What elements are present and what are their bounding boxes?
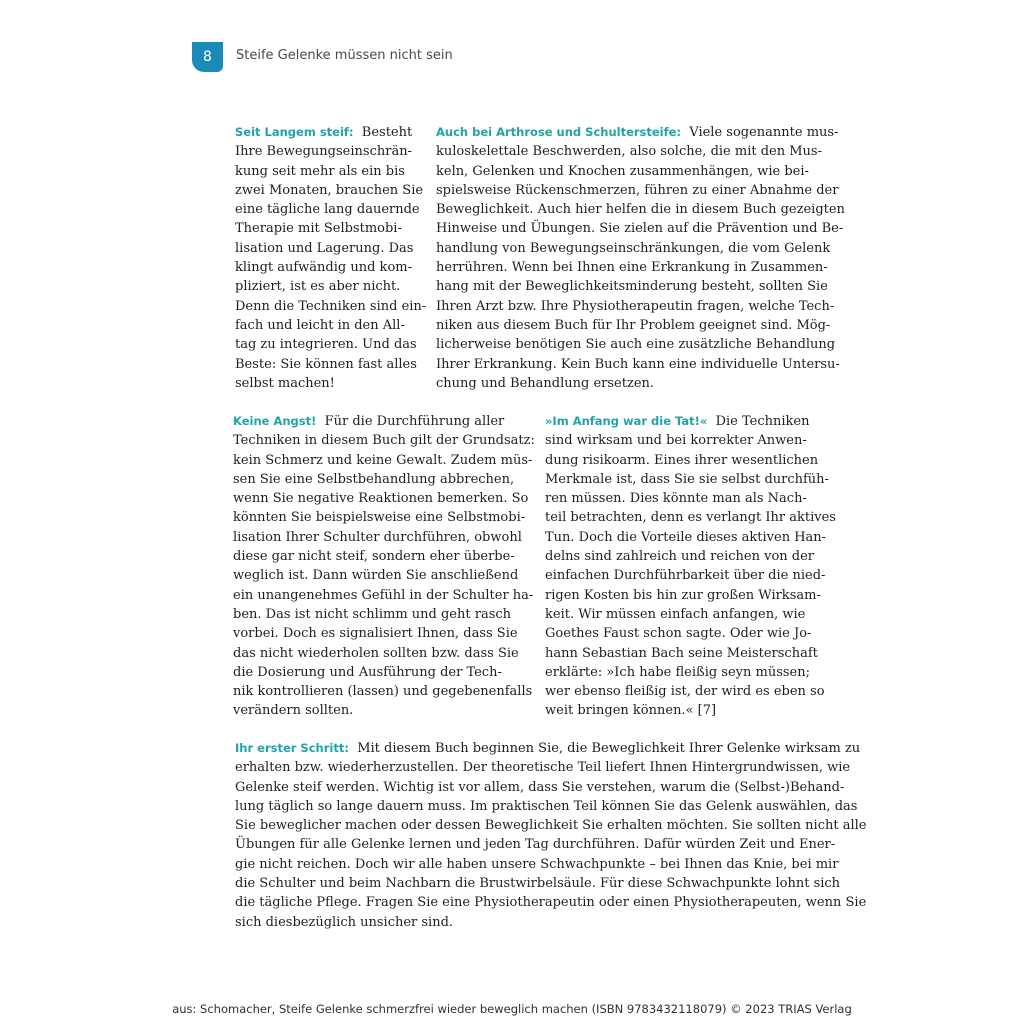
section-lead-heading: Seit Langem steif: — [235, 125, 354, 139]
text-line — [235, 739, 861, 758]
text-line: Ihrer Erkrankung. Kein Buch kann eine individuelle Untersu- — [436, 356, 840, 372]
text-line: klingt aufwändig und kom- — [235, 260, 412, 276]
text-line: niken aus diesem Buch für Ihr Problem geeignet sind. Mög- — [436, 317, 831, 333]
text-line: Gelenke steif werden. Wichtig ist vor allem, dass Sie verstehen, warum die (Selbst-)Behand- — [235, 779, 845, 795]
text-line: sich diesbezüglich unsicher sind. — [235, 914, 454, 930]
text-line: keln, Gelenken und Knochen zusammenhängen, wie bei- — [436, 163, 809, 179]
text-line: keit. Wir müssen einfach anfangen, wie — [545, 606, 806, 622]
text-line — [436, 123, 839, 142]
section-body-text: Besteht — [361, 125, 413, 140]
page-number-badge: 8 — [192, 42, 223, 72]
section-keine-angst — [233, 412, 535, 721]
text-line: Übungen für alle Gelenke lernen und jeden Tag durchführen. Dafür würden Zeit und Ener- — [235, 837, 836, 853]
section-body-text: Für die Durchführung aller — [324, 414, 505, 429]
section-lead-heading: Keine Angst! — [233, 414, 317, 428]
text-line: lisation Ihrer Schulter durchführen, obwohl — [233, 529, 522, 545]
text-line: nik kontrollieren (lassen) und gegebenenfalls — [233, 684, 533, 700]
text-line: weglich ist. Dann würden Sie anschließend — [233, 568, 519, 584]
text-line: chung und Behandlung ersetzen. — [436, 375, 655, 391]
section-ihr-erster-schritt — [235, 739, 867, 932]
section-im-anfang-war-die-tat — [545, 412, 836, 721]
text-line: kung seit mehr als ein bis — [235, 163, 405, 179]
text-line — [235, 123, 415, 142]
text-line: die Dosierung und Ausführung der Tech- — [233, 664, 502, 680]
text-line: diese gar nicht steif, sondern eher überbe- — [233, 549, 515, 565]
text-line: Ihre Bewegungseinschrän- — [235, 144, 412, 160]
text-line — [233, 412, 523, 431]
text-line — [545, 412, 815, 431]
text-line: teil betrachten, denn es verlangt Ihr aktives — [545, 510, 836, 526]
text-line: handlung von Bewegungseinschränkungen, die vom Gelenk — [436, 240, 831, 256]
text-line: lung täglich so lange dauern muss. Im praktischen Teil können Sie das Gelenk auswählen, das — [235, 798, 858, 814]
section-lead-heading: »Im Anfang war die Tat!« — [545, 414, 708, 428]
text-line: verändern sollten. — [233, 703, 354, 719]
text-line: rigen Kosten bis hin zur großen Wirksam- — [545, 587, 821, 603]
text-line: kuloskelettale Beschwerden, also solche, die mit den Mus- — [436, 144, 822, 160]
text-line: ein unangenehmes Gefühl in der Schulter ha- — [233, 587, 534, 603]
text-line: delns sind zahlreich und reichen von der — [545, 549, 815, 565]
section-arthrose-schultersteife — [436, 123, 845, 393]
footer-citation: aus: Schomacher, Steife Gelenke schmerzfrei wieder beweglich machen (ISBN 9783432118079) © 2023 TRIAS Verlag — [172, 1002, 852, 1016]
text-line: erhalten bzw. wiederherzustellen. Der theoretische Teil liefert Ihnen Hintergrundwissen, wie — [235, 760, 851, 776]
text-line: vorbei. Doch es signalisiert Ihnen, dass Sie — [233, 626, 518, 642]
section-body-text: Mit diesem Buch beginnen Sie, die Beweglichkeit Ihrer Gelenke wirksam zu — [357, 741, 861, 756]
text-line: gie nicht reichen. Doch wir alle haben unsere Schwachpunkte – bei Ihnen das Knie, bei mir — [235, 856, 839, 872]
text-line: Ihren Arzt bzw. Ihre Physiotherapeutin fragen, welche Tech- — [436, 298, 835, 314]
text-line: weit bringen können.« [7] — [545, 703, 717, 719]
text-line: zwei Monaten, brauchen Sie — [235, 182, 424, 198]
text-line: einfachen Durchführbarkeit über die nied- — [545, 568, 826, 584]
text-line: fach und leicht in den All- — [235, 317, 405, 333]
text-line: ben. Das ist nicht schlimm und geht rasch — [233, 606, 512, 622]
text-line: wer ebenso fleißig ist, der wird es eben so — [545, 684, 825, 700]
text-line: Merkmale ist, dass Sie sie selbst durchfüh- — [545, 471, 829, 487]
text-line: eine tägliche lang dauernde — [235, 202, 420, 218]
text-line: die Schulter und beim Nachbarn die Brustwirbelsäule. Für diese Schwachpunkte lohnt sich — [235, 876, 841, 892]
text-line: hann Sebastian Bach seine Meisterschaft — [545, 645, 818, 661]
section-body-text: Die Techniken — [715, 414, 810, 429]
text-line: lisation und Lagerung. Das — [235, 240, 414, 256]
text-line: das nicht wiederholen sollten bzw. dass Sie — [233, 645, 519, 661]
text-line: erklärte: »Ich habe fleißig seyn müssen; — [545, 664, 811, 680]
text-line: kein Schmerz und keine Gewalt. Zudem müs- — [233, 452, 533, 468]
text-line: Hinweise und Übungen. Sie zielen auf die Prävention und Be- — [436, 221, 844, 237]
text-line: sind wirksam und bei korrekter Anwen- — [545, 433, 807, 449]
text-line: tag zu integrieren. Und das — [235, 337, 417, 353]
text-line: spielsweise Rückenschmerzen, führen zu einer Abnahme der — [436, 182, 839, 198]
text-line: wenn Sie negative Reaktionen bemerken. So — [233, 491, 529, 507]
text-line: Sie beweglicher machen oder dessen Beweglichkeit Sie erhalten möchten. Sie sollten nicht alle — [235, 818, 867, 834]
section-lead-heading: Auch bei Arthrose und Schultersteife: — [436, 125, 682, 139]
text-line: sen Sie eine Selbstbehandlung abbrechen, — [233, 471, 515, 487]
section-body-text: Viele sogenannte mus- — [689, 125, 839, 140]
text-line: dung risikoarm. Eines ihrer wesentlichen — [545, 452, 819, 468]
text-line: Techniken in diesem Buch gilt der Grundsatz: — [233, 433, 535, 449]
section-seit-langem-steif — [235, 123, 427, 393]
text-line: ren müssen. Dies könnte man als Nach- — [545, 491, 807, 507]
text-line: pliziert, ist es aber nicht. — [235, 279, 401, 295]
text-line: herrühren. Wenn bei Ihnen eine Erkrankung in Zusammen- — [436, 260, 828, 276]
text-line: könnten Sie beispielsweise eine Selbstmobi- — [233, 510, 526, 526]
text-line: die tägliche Pflege. Fragen Sie eine Physiotherapeutin oder einen Physiotherapeuten, wenn Sie — [235, 895, 867, 911]
text-line: Tun. Doch die Vorteile dieses aktiven Han- — [545, 529, 827, 545]
text-line: Therapie mit Selbstmobi- — [235, 221, 402, 237]
text-line: hang mit der Beweglichkeitsminderung besteht, sollten Sie — [436, 279, 828, 295]
text-line: Denn die Techniken sind ein- — [235, 298, 427, 314]
running-header-title: Steife Gelenke müssen nicht sein — [236, 48, 453, 63]
text-line: selbst machen! — [235, 375, 335, 391]
section-lead-heading: Ihr erster Schritt: — [235, 741, 349, 755]
text-line: Goethes Faust schon sagte. Oder wie Jo- — [545, 626, 812, 642]
text-line: Beste: Sie können fast alles — [235, 356, 417, 372]
text-line: Beweglichkeit. Auch hier helfen die in diesem Buch gezeigten — [436, 202, 845, 218]
text-line: licherweise benötigen Sie auch eine zusätzliche Behandlung — [436, 337, 836, 353]
